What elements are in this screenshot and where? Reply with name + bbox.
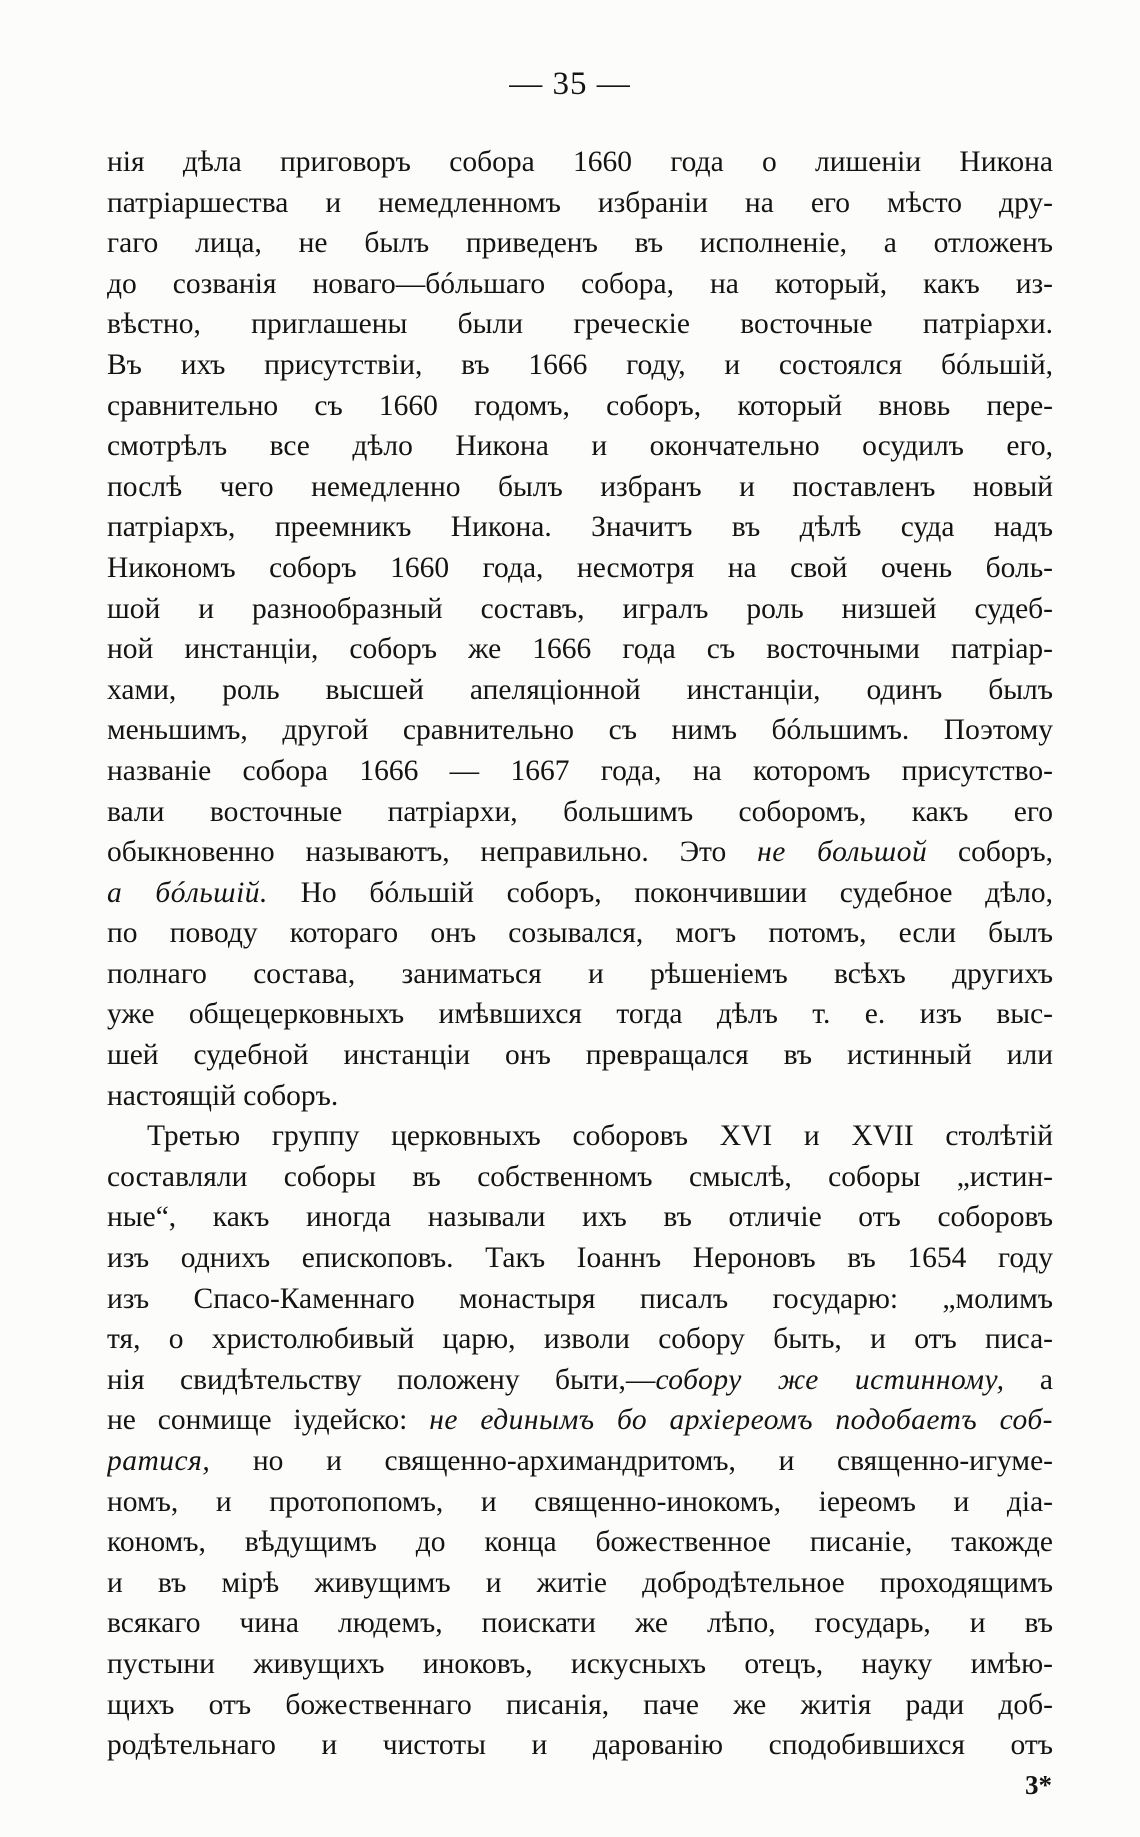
text-run: Въ ихъ присутствіи, въ 1666 году, и состоялся бóльшій, bbox=[107, 348, 1053, 381]
text-run: нo и священно-архимандритомъ, и священно-игуме- bbox=[210, 1445, 1053, 1477]
italic-phrase: ратися, bbox=[107, 1445, 211, 1477]
text-run: всякаго чина людемъ, поискати же лѣпо, государь, и въ bbox=[107, 1607, 1053, 1640]
text-run: тя, о христолюбивый царю, изволи собору быть, и отъ писа- bbox=[107, 1323, 1053, 1356]
text-run: щихъ отъ божественнаго писанія, паче же житія ради доб- bbox=[107, 1688, 1053, 1721]
text-line bbox=[107, 1725, 1053, 1766]
text-run: уже общецерковныхъ имѣвшихся тогда дѣлъ т. е. изъ выс- bbox=[107, 998, 1053, 1031]
text-run: послѣ чего немедленно былъ избранъ и поставленъ новый bbox=[107, 470, 1053, 503]
text-run: патріархъ, преемникъ Никона. Значитъ въ дѣлѣ суда надъ bbox=[107, 511, 1053, 544]
text-line bbox=[107, 507, 1053, 548]
text-run: кономъ, вѣдущимъ до конца божественное писаніе, такожде bbox=[107, 1526, 1053, 1559]
text-run: настоящій соборъ. bbox=[107, 1079, 339, 1112]
text-line bbox=[107, 1441, 1053, 1482]
text-line bbox=[107, 1116, 1053, 1157]
text-line bbox=[107, 1522, 1053, 1563]
text-line bbox=[107, 873, 1053, 914]
text-line bbox=[107, 1603, 1053, 1644]
text-line bbox=[107, 710, 1053, 751]
text-line bbox=[107, 994, 1053, 1035]
italic-phrase: не большой bbox=[757, 836, 928, 869]
text-line bbox=[107, 629, 1053, 670]
text-run: изъ Спасо-Каменнаго монастыря писалъ государю: „молимъ bbox=[107, 1282, 1053, 1315]
text-run: ные“, какъ иногда называли ихъ въ отличіе отъ соборовъ bbox=[107, 1201, 1053, 1234]
text-line bbox=[107, 1400, 1053, 1441]
text-line bbox=[107, 1482, 1053, 1523]
text-run: до созванія новаго—бóльшаго собора, на который, какъ из- bbox=[107, 267, 1053, 300]
text-line bbox=[107, 1563, 1053, 1604]
text-run: нія дѣла приговоръ собора 1660 года о лишеніи Никона bbox=[107, 146, 1053, 178]
text-line bbox=[107, 1238, 1053, 1279]
text-line bbox=[107, 548, 1053, 589]
text-line bbox=[107, 1157, 1053, 1198]
body-text bbox=[107, 142, 1053, 1766]
text-run: гаго лица, не былъ приведенъ въ исполненіе, а отложенъ bbox=[107, 227, 1053, 260]
text-line bbox=[107, 1685, 1053, 1726]
signature-mark: 3* bbox=[1025, 1770, 1052, 1800]
text-run: хами, роль высшей апеляціонной инстанціи, одинъ былъ bbox=[107, 673, 1053, 706]
text-line bbox=[107, 467, 1053, 508]
text-run: ной инстанціи, соборъ же 1666 года съ восточными патріар- bbox=[107, 633, 1053, 666]
text-run: меньшимъ, другой сравнительно съ нимъ бóльшимъ. Поэтому bbox=[107, 714, 1053, 747]
text-line bbox=[107, 670, 1053, 711]
text-line bbox=[107, 1319, 1053, 1360]
text-run: вѣстно, приглашены были греческіе восточные патріархи. bbox=[107, 308, 1053, 341]
text-run: и въ мірѣ живущимъ и житіе добродѣтельное проходящимъ bbox=[107, 1566, 1053, 1599]
text-line bbox=[107, 589, 1053, 630]
text-run: не сонмище іудейско: bbox=[107, 1404, 430, 1437]
text-run: соборъ, bbox=[927, 836, 1053, 869]
italic-phrase: не единымъ бо архіереомъ подобаетъ соб- bbox=[429, 1404, 1053, 1437]
text-line bbox=[107, 223, 1053, 264]
text-run: составляли соборы въ собственномъ смыслѣ, соборы „истин- bbox=[107, 1160, 1053, 1193]
text-run: сравнительно съ 1660 годомъ, соборъ, который вновь пере- bbox=[107, 389, 1053, 422]
text-line bbox=[107, 345, 1053, 386]
text-run: шой и разнообразный составъ, игралъ роль низшей судеб- bbox=[107, 592, 1053, 625]
text-line bbox=[107, 1279, 1053, 1320]
text-line bbox=[107, 183, 1053, 224]
italic-phrase: а бóльшій. bbox=[107, 876, 268, 909]
text-line bbox=[107, 426, 1053, 467]
text-line bbox=[107, 792, 1053, 833]
text-line bbox=[107, 142, 1053, 183]
text-run: изъ однихъ епископовъ. Такъ Іоаннъ Нероновъ въ 1654 году bbox=[107, 1242, 1053, 1275]
text-line bbox=[107, 832, 1053, 873]
text-run: пустыни живущихъ иноковъ, искусныхъ отецъ, науку имѣю- bbox=[107, 1647, 1053, 1680]
text-run: номъ, и протопопомъ, и священно-инокомъ, іереомъ и діа- bbox=[107, 1485, 1053, 1518]
text-line bbox=[107, 1644, 1053, 1685]
text-run: полнаго состава, заниматься и рѣшеніемъ всѣхъ другихъ bbox=[107, 957, 1053, 990]
text-run: Третью группу церковныхъ соборовъ XVI и XVII столѣтій bbox=[147, 1120, 1053, 1153]
text-run: а bbox=[1004, 1363, 1053, 1396]
text-run: смотрѣлъ все дѣло Никона и окончательно осудилъ его, bbox=[107, 430, 1053, 463]
text-run: нія свидѣтельству положену быти,— bbox=[107, 1363, 656, 1396]
text-line bbox=[107, 264, 1053, 305]
text-line bbox=[107, 1197, 1053, 1238]
text-run: вали восточные патріархи, большимъ соборомъ, какъ его bbox=[107, 795, 1053, 828]
text-line bbox=[107, 954, 1053, 995]
text-run: названіе собора 1666 — 1667 года, на которомъ присутство- bbox=[107, 754, 1053, 787]
text-line bbox=[107, 1360, 1053, 1401]
text-line bbox=[107, 1076, 1053, 1117]
italic-phrase: собору же истинному, bbox=[655, 1363, 1005, 1396]
text-line bbox=[107, 386, 1053, 427]
text-run: родѣтельнаго и чистоты и дарованію сподобившихся отъ bbox=[107, 1729, 1053, 1762]
text-run: Но бóльшій соборъ, покончившии судебное дѣло, bbox=[267, 876, 1053, 909]
text-line bbox=[107, 751, 1053, 792]
text-line bbox=[107, 304, 1053, 345]
text-run: Никономъ соборъ 1660 года, несмотря на свой очень боль- bbox=[107, 551, 1053, 584]
text-run: шей судебной инстанціи онъ превращался въ истинный или bbox=[107, 1039, 1053, 1072]
text-line bbox=[107, 913, 1053, 954]
text-run: патріаршества и немедленномъ избраніи на его мѣсто дру- bbox=[107, 186, 1053, 219]
text-line bbox=[107, 1035, 1053, 1076]
text-run: обыкновенно называютъ, неправильно. Это bbox=[107, 836, 758, 869]
text-run: по поводу котораго онъ созывался, могъ потомъ, если былъ bbox=[107, 917, 1053, 950]
page-number: — 35 — bbox=[509, 66, 631, 102]
